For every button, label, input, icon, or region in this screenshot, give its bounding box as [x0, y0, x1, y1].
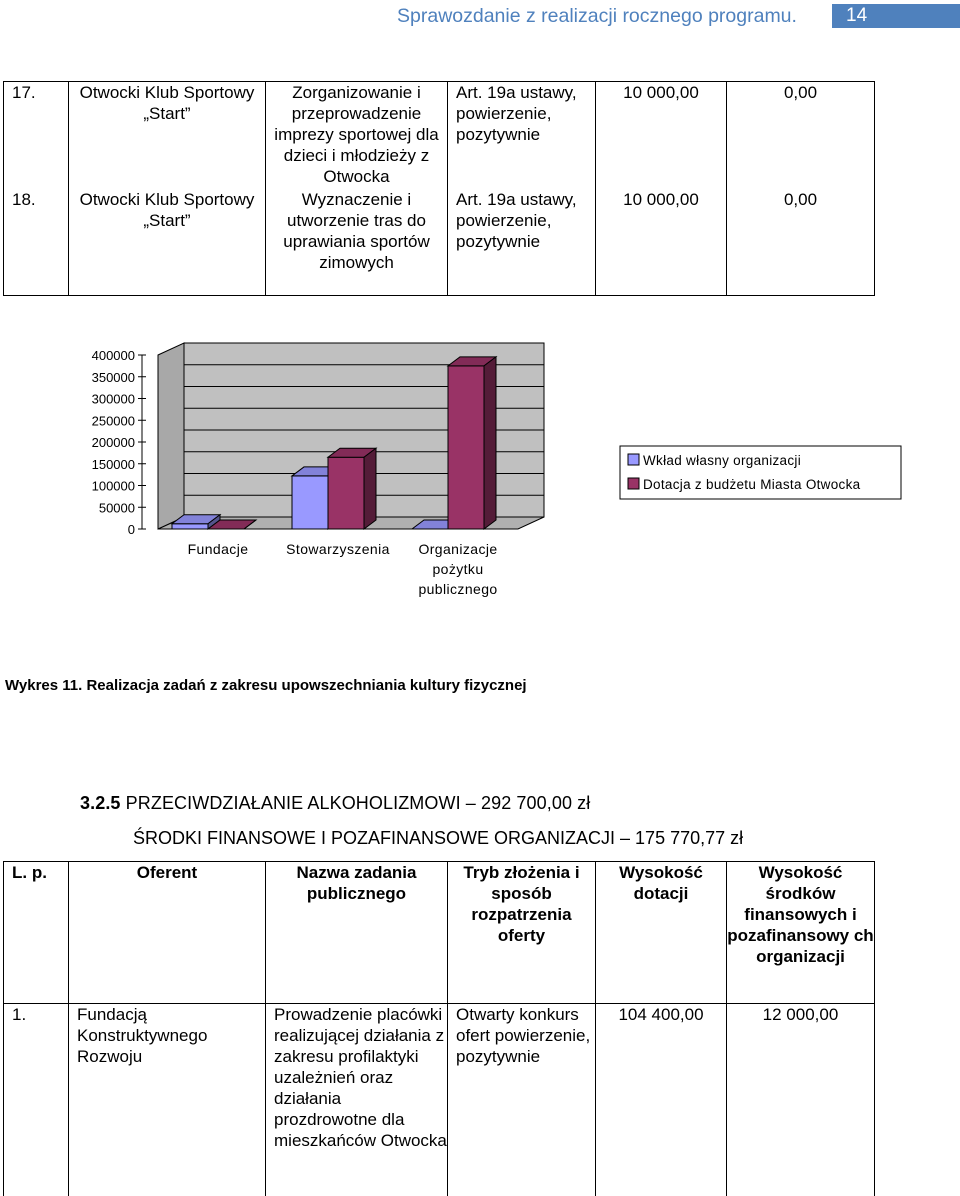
y-tick-label: 200000: [91, 435, 135, 450]
row-number: 18.: [4, 189, 69, 296]
x-tick-label: pożytku: [432, 561, 484, 577]
y-tick-label: 100000: [91, 478, 135, 494]
tasks-table: [3, 81, 875, 296]
section-title: PRZECIWDZIAŁANIE ALKOHOLIZMOWI – 292 700,00 zł: [125, 793, 591, 813]
bar-chart: [0, 330, 960, 620]
header-org: Oferent: [69, 862, 266, 1004]
row-number: 1.: [4, 1004, 69, 1196]
y-tick-label: 50000: [98, 500, 135, 516]
organization-cell: Otwocki Klub Sportowy „Start”: [69, 189, 266, 296]
y-tick-label: 400000: [91, 348, 135, 363]
legend-swatch: [628, 478, 639, 489]
mode-cell: Otwarty konkurs ofert powierzenie, pozytywnie: [448, 1004, 596, 1196]
bar: [328, 457, 364, 529]
y-tick-label: 150000: [91, 456, 135, 472]
legend-label: Dotacja z budżetu Miasta Otwocka: [643, 477, 861, 492]
table-row: [4, 1004, 875, 1196]
x-tick-label: Fundacje: [187, 541, 249, 557]
legend-swatch: [628, 454, 639, 465]
mode-cell: Art. 19a ustawy, powierzenie, pozytywnie: [448, 82, 596, 189]
header-mode: Tryb złożenia i sposób rozpatrzenia oferty: [448, 862, 596, 1004]
mode-cell: Art. 19a ustawy, powierzenie, pozytywnie: [448, 189, 596, 296]
header-no: L. p.: [4, 862, 69, 1004]
own-funds-cell: 12 000,00: [727, 1004, 875, 1196]
own-funds-cell: 0,00: [727, 82, 875, 189]
x-tick-label: Organizacje: [418, 541, 498, 557]
bar: [292, 476, 328, 529]
row-number: 17.: [4, 82, 69, 189]
header-grant: Wysokość dotacji: [596, 862, 727, 1004]
section-subheading: ŚRODKI FINANSOWE I POZAFINANSOWE ORGANIZACJI – 175 770,77 zł: [133, 828, 744, 848]
header-task: Nazwa zadania publicznego: [266, 862, 448, 1004]
task-cell: Prowadzenie placówki realizującej działania z zakresu profilaktyki uzależnień oraz działania prozdrowotne dla mieszkańców Otwocka: [266, 1004, 448, 1196]
y-tick-label: 0: [127, 522, 135, 537]
legend-label: Wkład własny organizacji: [643, 453, 802, 468]
task-cell: Zorganizowanie i przeprowadzenie imprezy sportowej dla dzieci i młodzieży z Otwocka: [266, 82, 448, 189]
header-own: Wysokość środków finansowych i pozafinansowy ch organizacji: [727, 862, 875, 1004]
offers-table: [3, 861, 875, 1196]
y-tick-label: 350000: [91, 369, 135, 385]
grant-cell: 104 400,00: [596, 1004, 727, 1196]
organization-cell: Fundacją Konstruktywnego Rozwoju: [69, 1004, 266, 1196]
task-cell: Wyznaczenie i utworzenie tras do uprawiania sportów zimowych: [266, 189, 448, 296]
bar-chart-svg: [0, 330, 960, 620]
section-number: 3.2.5: [80, 793, 126, 813]
page-number: 14: [832, 4, 960, 28]
bar-side: [364, 448, 376, 529]
x-tick-label: Stowarzyszenia: [286, 541, 390, 557]
bar: [172, 524, 208, 529]
page-header-title: Sprawozdanie z realizacji rocznego programu.: [397, 5, 797, 27]
x-tick-label: publicznego: [418, 581, 498, 597]
table-row: [4, 189, 875, 296]
own-funds-cell: 0,00: [727, 189, 875, 296]
bar: [448, 366, 484, 529]
table-header-row: [4, 862, 875, 1004]
chart-caption: Wykres 11. Realizacja zadań z zakresu upowszechniania kultury fizycznej: [5, 677, 527, 694]
chart-side-wall: [158, 343, 184, 529]
grant-cell: 10 000,00: [596, 189, 727, 296]
y-tick-label: 250000: [91, 413, 135, 429]
section-heading: [80, 793, 590, 814]
organization-cell: Otwocki Klub Sportowy „Start”: [69, 82, 266, 189]
bar-side: [484, 357, 496, 529]
grant-cell: 10 000,00: [596, 82, 727, 189]
table-row: [4, 82, 875, 189]
y-tick-label: 300000: [91, 391, 135, 407]
